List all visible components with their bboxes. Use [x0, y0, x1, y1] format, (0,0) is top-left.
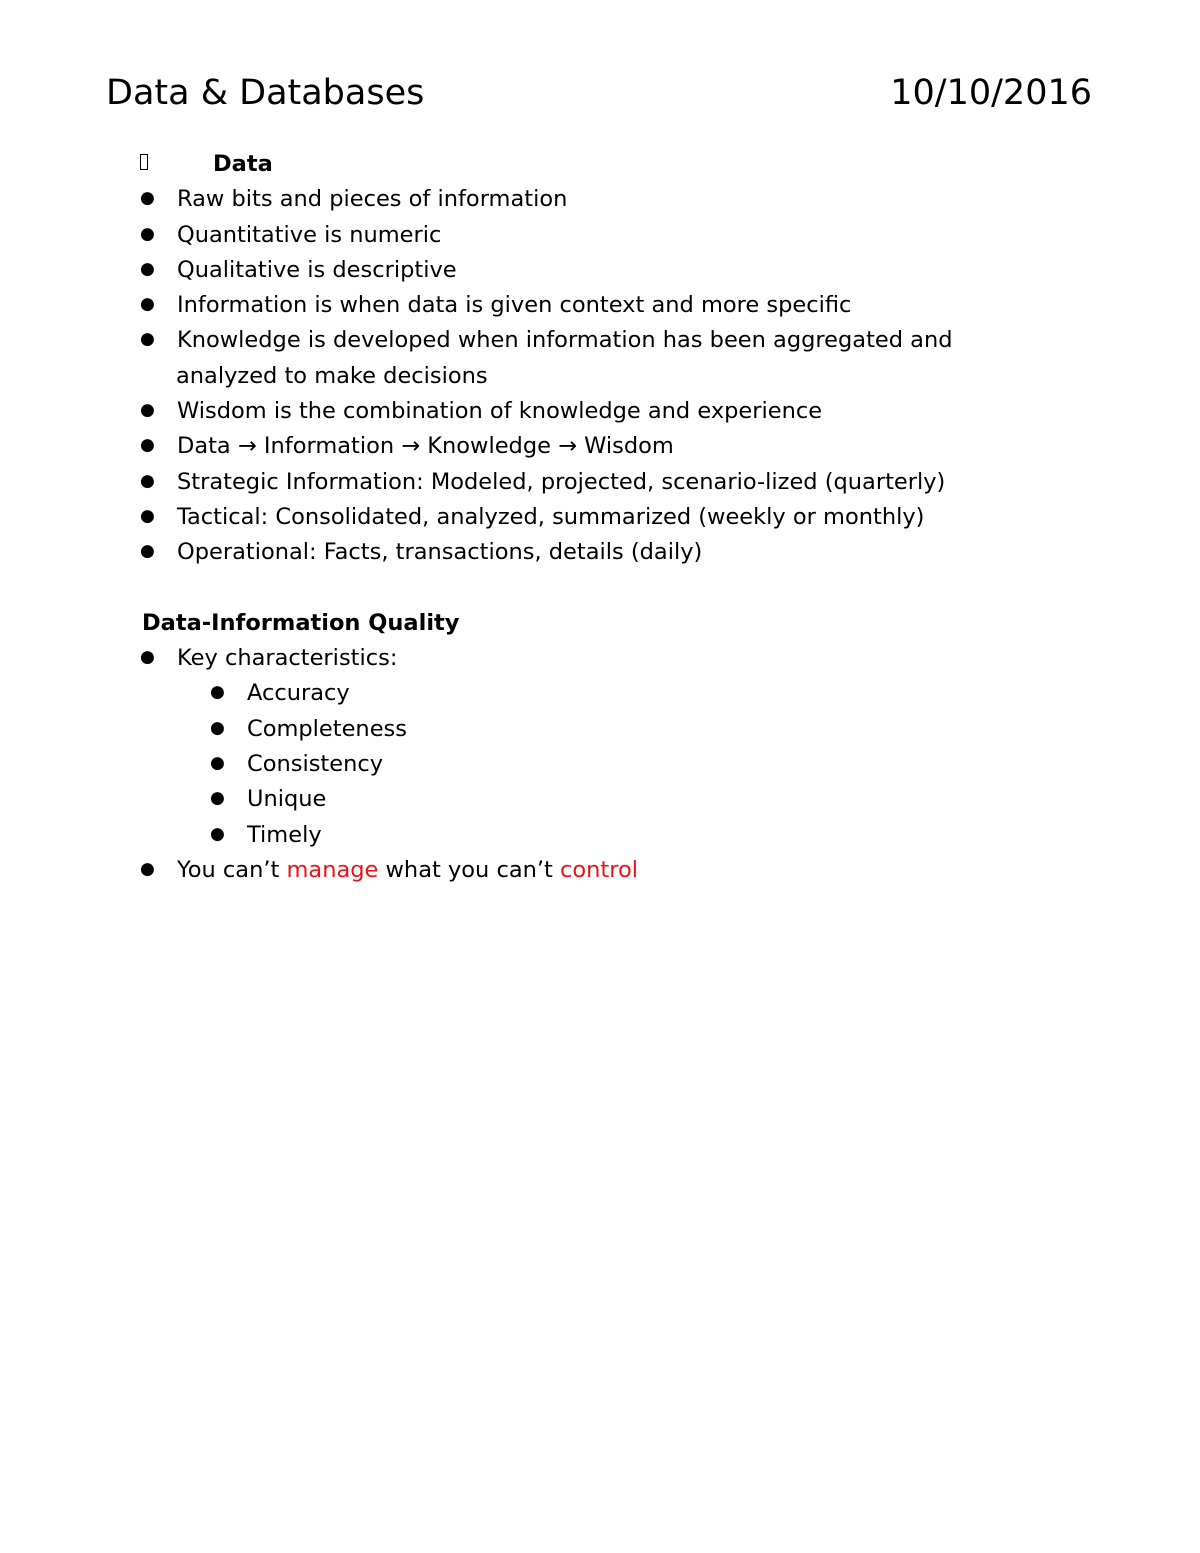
list-item	[0, 182, 1200, 217]
missing-glyph-icon	[140, 154, 148, 170]
sub-list-item-text: Consistency	[247, 751, 384, 778]
quality-heading-line	[0, 606, 1200, 641]
sub-list-item	[0, 782, 1200, 817]
bullet-icon: ●	[140, 647, 155, 668]
sub-list-item	[0, 676, 1200, 711]
sub-list-item	[0, 712, 1200, 747]
blank-line	[0, 571, 1200, 606]
list-item-text: Qualitative is descriptive	[177, 256, 457, 283]
list-item-continuation	[0, 359, 1200, 394]
closing-part-1: You can’t	[177, 856, 287, 883]
closing-list-item	[0, 853, 1200, 888]
bullet-icon: ●	[140, 294, 155, 315]
bullet-icon: ●	[140, 505, 155, 526]
list-item	[0, 218, 1200, 253]
document-title: Data & Databases	[106, 73, 425, 113]
list-item-text: Information is when data is given context and more specific	[177, 292, 852, 319]
bullet-icon: ●	[210, 788, 225, 809]
bullet-icon: ●	[210, 753, 225, 774]
list-item-text: Wisdom is the combination of knowledge and experience	[177, 398, 823, 425]
highlight-control: control	[560, 856, 638, 883]
list-item-text: Tactical: Consolidated, analyzed, summarized (weekly or monthly)	[177, 503, 925, 530]
sub-list-item-text: Completeness	[247, 715, 407, 742]
list-item-text: Strategic Information: Modeled, projected, scenario-lized (quarterly)	[177, 468, 946, 495]
document-date: 10/10/2016	[890, 73, 1092, 113]
bullet-icon: ●	[210, 682, 225, 703]
list-item-text: Data → Information → Knowledge → Wisdom	[177, 433, 674, 460]
bullet-icon: ●	[140, 470, 155, 491]
quality-heading: Data-Information Quality	[142, 609, 460, 636]
bullet-icon: ●	[140, 258, 155, 279]
list-item	[0, 288, 1200, 323]
list-item-text: Raw bits and pieces of information	[177, 186, 568, 213]
sub-list-item-text: Timely	[247, 821, 322, 848]
bullet-icon: ●	[140, 435, 155, 456]
data-heading: Data	[213, 151, 273, 177]
bullet-icon: ●	[140, 541, 155, 562]
list-item	[0, 465, 1200, 500]
list-item	[0, 323, 1200, 358]
list-item	[0, 429, 1200, 464]
notes-body	[0, 147, 1200, 888]
list-item-text: Quantitative is numeric	[177, 221, 442, 248]
list-item-continuation-text: analyzed to make decisions	[176, 362, 488, 389]
bullet-icon: ●	[140, 188, 155, 209]
list-item	[0, 253, 1200, 288]
sub-list-item	[0, 747, 1200, 782]
closing-part-2: what you can’t	[378, 856, 560, 883]
bullet-icon: ●	[140, 858, 155, 879]
bullet-icon: ●	[140, 223, 155, 244]
closing-statement	[177, 853, 638, 888]
sub-list-item-text: Unique	[247, 786, 327, 813]
list-item-text: Knowledge is developed when information has been aggregated and	[177, 327, 953, 354]
sub-list-item-text: Accuracy	[247, 680, 350, 707]
bullet-icon: ●	[140, 400, 155, 421]
sub-list-item	[0, 818, 1200, 853]
list-item-text: Operational: Facts, transactions, details (daily)	[177, 539, 703, 566]
bullet-icon: ●	[210, 717, 225, 738]
bullet-icon: ●	[210, 823, 225, 844]
highlight-manage: manage	[286, 856, 379, 883]
data-heading-line	[0, 147, 1200, 182]
list-item	[0, 500, 1200, 535]
list-item	[0, 641, 1200, 676]
list-item-text: Key characteristics:	[177, 645, 398, 672]
list-item	[0, 394, 1200, 429]
bullet-icon: ●	[140, 329, 155, 350]
list-item	[0, 535, 1200, 570]
